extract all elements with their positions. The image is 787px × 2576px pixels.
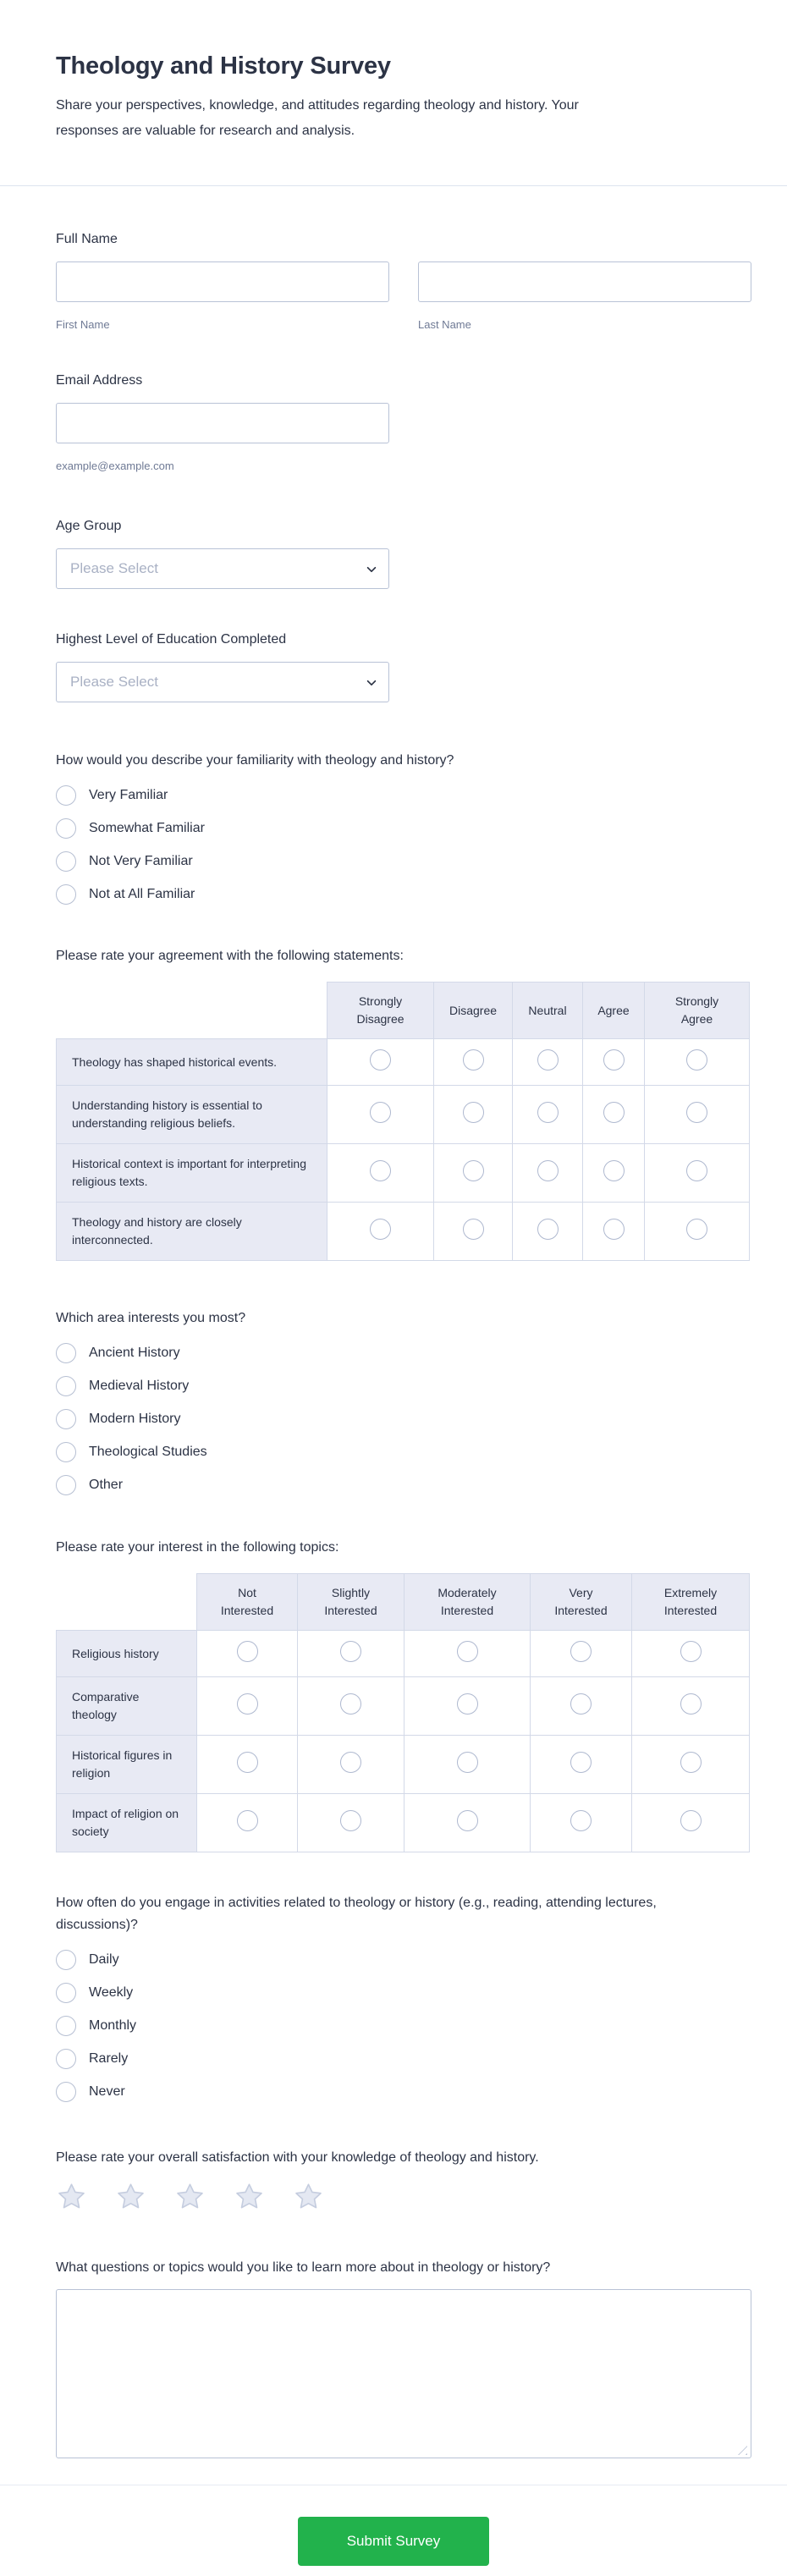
radio-circle-icon[interactable]	[686, 1049, 707, 1071]
matrix-radio-cell[interactable]	[531, 1794, 632, 1852]
open-response-textarea[interactable]	[56, 2289, 751, 2458]
radio-option[interactable]	[56, 2082, 751, 2102]
matrix-radio-cell[interactable]	[327, 1144, 434, 1203]
matrix-radio-cell[interactable]	[513, 1144, 583, 1203]
matrix-corner-cell	[57, 983, 327, 1039]
radio-option[interactable]	[56, 1475, 751, 1495]
matrix-row-label: Historical context is important for interpreting religious texts.	[57, 1144, 327, 1203]
matrix-header-row	[57, 983, 750, 1039]
matrix-column-header: Agree	[583, 983, 645, 1039]
radio-circle-icon[interactable]	[537, 1219, 559, 1240]
familiarity-options	[56, 785, 751, 905]
radio-circle-icon[interactable]	[463, 1049, 484, 1071]
radio-option-label: Never	[89, 2084, 125, 2099]
radio-circle-icon[interactable]	[603, 1049, 625, 1071]
matrix-row	[57, 1039, 750, 1086]
matrix-radio-cell[interactable]	[298, 1794, 405, 1852]
field-full-name	[56, 228, 751, 331]
radio-circle-icon[interactable]	[603, 1219, 625, 1240]
star-icon[interactable]	[56, 2182, 87, 2212]
radio-option-label: Not Very Familiar	[89, 854, 193, 868]
matrix-radio-cell[interactable]	[583, 1144, 645, 1203]
radio-option-label: Medieval History	[89, 1379, 190, 1393]
question-satisfaction	[56, 2147, 751, 2212]
matrix-radio-cell[interactable]	[583, 1086, 645, 1144]
radio-option[interactable]	[56, 785, 751, 806]
radio-option-label: Daily	[89, 1952, 119, 1967]
radio-circle-icon[interactable]	[680, 1693, 702, 1715]
radio-option-label: Somewhat Familiar	[89, 821, 205, 835]
question-frequency	[56, 1892, 751, 2102]
matrix-column-header: Very Interested	[531, 1574, 632, 1631]
agreement-question: Please rate your agreement with the following statements:	[56, 949, 404, 963]
submit-button[interactable]: Submit Survey	[298, 2517, 489, 2566]
age-group-label: Age Group	[56, 519, 122, 533]
matrix-column-header: Extremely Interested	[632, 1574, 750, 1631]
radio-option[interactable]	[56, 1343, 751, 1363]
familiarity-question: How would you describe your familiarity with theology and history?	[56, 753, 454, 768]
interest-area-options	[56, 1343, 751, 1495]
radio-option-label: Monthly	[89, 2018, 137, 2033]
page-description: Share your perspectives, knowledge, and attitudes regarding theology and history. Your responses are valuable for research and analysis.	[56, 98, 579, 138]
matrix-row-label: Comparative theology	[57, 1677, 197, 1736]
radio-option-label: Theological Studies	[89, 1445, 207, 1459]
star-icon[interactable]	[293, 2182, 324, 2212]
field-education	[56, 629, 751, 702]
matrix-radio-cell[interactable]	[434, 1203, 513, 1261]
radio-circle-icon[interactable]	[56, 851, 76, 872]
radio-option-label: Not at All Familiar	[89, 887, 195, 901]
radio-option[interactable]	[56, 1950, 751, 1970]
radio-circle-icon[interactable]	[603, 1102, 625, 1123]
matrix-radio-cell[interactable]	[298, 1631, 405, 1677]
matrix-radio-cell[interactable]	[405, 1677, 531, 1736]
radio-circle-icon[interactable]	[686, 1219, 707, 1240]
matrix-column-header: Strongly Agree	[645, 983, 750, 1039]
age-group-select[interactable]	[56, 548, 389, 589]
radio-circle-icon[interactable]	[457, 1641, 478, 1662]
chevron-down-icon	[366, 677, 377, 693]
matrix-row-label: Understanding history is essential to understanding religious beliefs.	[57, 1086, 327, 1144]
radio-option[interactable]	[56, 851, 751, 872]
email-sublabel: example@example.com	[56, 460, 174, 472]
matrix-radio-cell[interactable]	[405, 1794, 531, 1852]
question-interest-matrix	[56, 1537, 751, 1852]
radio-circle-icon[interactable]	[56, 2049, 76, 2069]
radio-circle-icon[interactable]	[370, 1219, 391, 1240]
matrix-row	[57, 1736, 750, 1794]
matrix-corner-cell	[57, 1574, 197, 1631]
matrix-radio-cell[interactable]	[327, 1039, 434, 1086]
radio-circle-icon[interactable]	[340, 1693, 361, 1715]
question-agreement-matrix	[56, 945, 751, 1261]
radio-option[interactable]	[56, 2016, 751, 2036]
last-name-input[interactable]	[418, 261, 751, 302]
matrix-row-label: Theology has shaped historical events.	[57, 1039, 327, 1086]
radio-option[interactable]	[56, 2049, 751, 2069]
interest-area-question: Which area interests you most?	[56, 1311, 246, 1325]
matrix-radio-cell[interactable]	[645, 1144, 750, 1203]
open-response-question: What questions or topics would you like to learn more about in theology or history?	[56, 2260, 551, 2275]
matrix-radio-cell[interactable]	[645, 1039, 750, 1086]
radio-circle-icon[interactable]	[457, 1752, 478, 1773]
radio-option[interactable]	[56, 1409, 751, 1429]
last-name-sublabel: Last Name	[418, 318, 471, 331]
radio-circle-icon[interactable]	[686, 1102, 707, 1123]
radio-circle-icon[interactable]	[56, 818, 76, 839]
radio-option[interactable]	[56, 884, 751, 905]
radio-circle-icon[interactable]	[537, 1160, 559, 1181]
agreement-matrix-table	[56, 982, 750, 1261]
matrix-radio-cell[interactable]	[434, 1086, 513, 1144]
matrix-header-row	[57, 1574, 750, 1631]
matrix-radio-cell[interactable]	[513, 1086, 583, 1144]
matrix-radio-cell[interactable]	[645, 1203, 750, 1261]
radio-circle-icon[interactable]	[56, 1442, 76, 1462]
form-body	[0, 228, 787, 2463]
radio-circle-icon[interactable]	[237, 1810, 258, 1831]
matrix-row	[57, 1144, 750, 1203]
radio-option[interactable]	[56, 1376, 751, 1396]
radio-circle-icon[interactable]	[56, 2082, 76, 2102]
radio-circle-icon[interactable]	[56, 884, 76, 905]
matrix-radio-cell[interactable]	[632, 1677, 750, 1736]
full-name-label: Full Name	[56, 232, 118, 246]
matrix-radio-cell[interactable]	[531, 1677, 632, 1736]
matrix-radio-cell[interactable]	[531, 1736, 632, 1794]
education-select[interactable]	[56, 662, 389, 702]
star-icon[interactable]	[174, 2182, 206, 2212]
matrix-radio-cell[interactable]	[583, 1039, 645, 1086]
radio-circle-icon[interactable]	[56, 1950, 76, 1970]
radio-option-label: Rarely	[89, 2051, 129, 2066]
page-title: Theology and History Survey	[56, 52, 391, 80]
form-header	[0, 0, 787, 186]
matrix-radio-cell[interactable]	[531, 1631, 632, 1677]
matrix-row-label: Historical figures in religion	[57, 1736, 197, 1794]
first-name-sublabel: First Name	[56, 318, 110, 331]
matrix-radio-cell[interactable]	[197, 1631, 298, 1677]
radio-circle-icon[interactable]	[340, 1752, 361, 1773]
matrix-radio-cell[interactable]	[434, 1144, 513, 1203]
satisfaction-question: Please rate your overall satisfaction with your knowledge of theology and history.	[56, 2150, 539, 2165]
matrix-column-header: Slightly Interested	[298, 1574, 405, 1631]
radio-option-label: Weekly	[89, 1985, 134, 2000]
question-open-response	[56, 2257, 751, 2463]
matrix-row	[57, 1631, 750, 1677]
radio-circle-icon[interactable]	[56, 785, 76, 806]
field-age-group	[56, 515, 751, 589]
radio-circle-icon[interactable]	[537, 1049, 559, 1071]
matrix-radio-cell[interactable]	[632, 1794, 750, 1852]
radio-circle-icon[interactable]	[370, 1160, 391, 1181]
matrix-row	[57, 1794, 750, 1852]
radio-option-label: Ancient History	[89, 1346, 180, 1360]
frequency-options	[56, 1950, 751, 2102]
matrix-radio-cell[interactable]	[645, 1086, 750, 1144]
matrix-radio-cell[interactable]	[583, 1203, 645, 1261]
interest-matrix-question: Please rate your interest in the following topics:	[56, 1540, 339, 1555]
matrix-row-label: Religious history	[57, 1631, 197, 1677]
matrix-radio-cell[interactable]	[632, 1736, 750, 1794]
matrix-radio-cell[interactable]	[327, 1203, 434, 1261]
radio-option-label: Other	[89, 1478, 124, 1492]
radio-circle-icon[interactable]	[686, 1160, 707, 1181]
radio-circle-icon[interactable]	[340, 1641, 361, 1662]
radio-circle-icon[interactable]	[680, 1752, 702, 1773]
matrix-column-header: Moderately Interested	[405, 1574, 531, 1631]
matrix-radio-cell[interactable]	[513, 1039, 583, 1086]
radio-option-label: Very Familiar	[89, 788, 168, 802]
radio-option[interactable]	[56, 818, 751, 839]
radio-circle-icon[interactable]	[570, 1693, 592, 1715]
chevron-down-icon	[366, 564, 377, 580]
radio-option[interactable]	[56, 1442, 751, 1462]
matrix-radio-cell[interactable]	[298, 1677, 405, 1736]
radio-circle-icon[interactable]	[237, 1693, 258, 1715]
radio-circle-icon[interactable]	[237, 1641, 258, 1662]
matrix-radio-cell[interactable]	[632, 1631, 750, 1677]
matrix-radio-cell[interactable]	[434, 1039, 513, 1086]
radio-circle-icon[interactable]	[56, 2016, 76, 2036]
radio-circle-icon[interactable]	[457, 1693, 478, 1715]
matrix-column-header: Not Interested	[197, 1574, 298, 1631]
matrix-radio-cell[interactable]	[405, 1736, 531, 1794]
first-name-input[interactable]	[56, 261, 389, 302]
radio-circle-icon[interactable]	[237, 1752, 258, 1773]
matrix-row	[57, 1086, 750, 1144]
form-footer	[0, 2485, 787, 2566]
radio-circle-icon[interactable]	[457, 1810, 478, 1831]
radio-circle-icon[interactable]	[340, 1810, 361, 1831]
field-email	[56, 370, 751, 472]
radio-circle-icon[interactable]	[370, 1102, 391, 1123]
matrix-radio-cell[interactable]	[197, 1736, 298, 1794]
radio-circle-icon[interactable]	[56, 1376, 76, 1396]
matrix-column-header: Neutral	[513, 983, 583, 1039]
radio-option[interactable]	[56, 1983, 751, 2003]
email-input[interactable]	[56, 403, 389, 443]
star-icon[interactable]	[234, 2182, 265, 2212]
question-familiarity	[56, 750, 751, 905]
matrix-radio-cell[interactable]	[405, 1631, 531, 1677]
matrix-radio-cell[interactable]	[513, 1203, 583, 1261]
matrix-radio-cell[interactable]	[327, 1086, 434, 1144]
matrix-radio-cell[interactable]	[298, 1736, 405, 1794]
matrix-row	[57, 1677, 750, 1736]
matrix-row	[57, 1203, 750, 1261]
education-label: Highest Level of Education Completed	[56, 632, 287, 647]
education-placeholder: Please Select	[70, 674, 158, 690]
radio-circle-icon[interactable]	[463, 1102, 484, 1123]
interest-matrix-table	[56, 1573, 750, 1852]
radio-option-label: Modern History	[89, 1412, 181, 1426]
matrix-radio-cell[interactable]	[197, 1677, 298, 1736]
radio-circle-icon[interactable]	[570, 1641, 592, 1662]
matrix-column-header: Strongly Disagree	[327, 983, 434, 1039]
radio-circle-icon[interactable]	[56, 1475, 76, 1495]
radio-circle-icon[interactable]	[56, 1983, 76, 2003]
radio-circle-icon[interactable]	[537, 1102, 559, 1123]
age-group-placeholder: Please Select	[70, 560, 158, 576]
radio-circle-icon[interactable]	[463, 1160, 484, 1181]
radio-circle-icon[interactable]	[603, 1160, 625, 1181]
radio-circle-icon[interactable]	[680, 1810, 702, 1831]
radio-circle-icon[interactable]	[56, 1343, 76, 1363]
matrix-radio-cell[interactable]	[197, 1794, 298, 1852]
email-label: Email Address	[56, 373, 143, 388]
radio-circle-icon[interactable]	[680, 1641, 702, 1662]
radio-circle-icon[interactable]	[463, 1219, 484, 1240]
radio-circle-icon[interactable]	[570, 1810, 592, 1831]
frequency-question: How often do you engage in activities related to theology or history (e.g., reading, attending lectures, discussions)?	[56, 1896, 657, 1932]
radio-circle-icon[interactable]	[56, 1409, 76, 1429]
matrix-row-label: Impact of religion on society	[57, 1794, 197, 1852]
star-icon[interactable]	[115, 2182, 146, 2212]
matrix-row-label: Theology and history are closely interconnected.	[57, 1203, 327, 1261]
radio-circle-icon[interactable]	[570, 1752, 592, 1773]
question-interest-area	[56, 1307, 751, 1495]
star-rating	[56, 2182, 751, 2212]
matrix-column-header: Disagree	[434, 983, 513, 1039]
radio-circle-icon[interactable]	[370, 1049, 391, 1071]
